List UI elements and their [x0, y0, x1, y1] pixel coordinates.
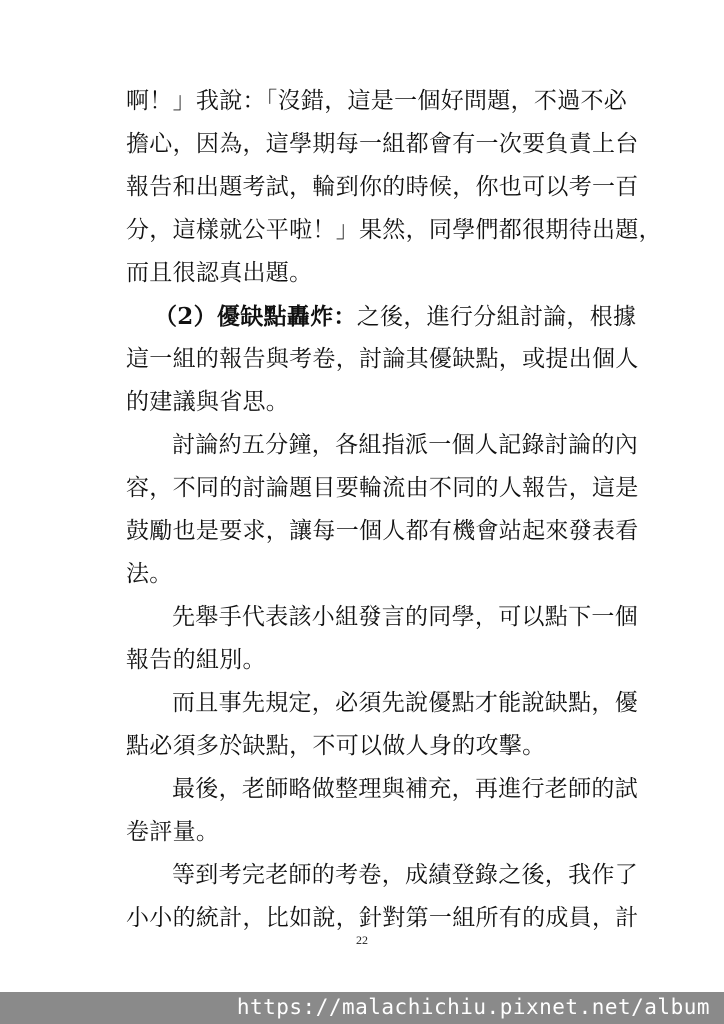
text-line: 卷評量。 — [126, 819, 220, 845]
page-body — [126, 80, 662, 940]
watermark-bar — [0, 992, 724, 1024]
text-line: 容，不同的討論題目要輪流由不同的人報告，這是 — [126, 475, 639, 501]
text-line: 報告的組別。 — [126, 647, 266, 673]
text-span: 之後，進行分組討論，根據 — [356, 304, 637, 330]
text-line: 的建議與省思。 — [126, 389, 290, 415]
section-heading-line — [126, 295, 637, 338]
text-line: 討論約五分鐘，各組指派一個人記錄討論的內 — [172, 432, 638, 458]
text-line: 小小的統計，比如說，針對第一組所有的成員，計 — [126, 905, 639, 931]
text-line: 最後，老師略做整理與補充，再進行老師的試 — [172, 776, 638, 802]
text-line: 法。 — [126, 561, 173, 587]
page-number: 22 — [356, 933, 368, 947]
text-line: 等到考完老師的考卷，成績登錄之後，我作了 — [172, 862, 638, 888]
text-line: 點必須多於缺點，不可以做人身的攻擊。 — [126, 733, 546, 759]
text-line: 擔心，因為，這學期每一組都會有一次要負責上台 — [126, 131, 639, 157]
text-line: 而且事先規定，必須先說優點才能說缺點，優 — [172, 690, 638, 716]
text-line: 分，這樣就公平啦！」果然，同學們都很期待出題， — [126, 217, 662, 243]
text-line: 這一組的報告與考卷，討論其優缺點，或提出個人 — [126, 346, 639, 372]
text-line: 啊！」我說：「沒錯，這是一個好問題，不過不必 — [126, 88, 628, 114]
text-line: 鼓勵也是要求，讓每一個人都有機會站起來發表看 — [126, 518, 639, 544]
text-line: 而且很認真出題。 — [126, 260, 313, 286]
section-heading: （2）優缺點轟炸： — [154, 303, 357, 330]
text-line: 報告和出題考試，輪到你的時候，你也可以考一百 — [126, 174, 639, 200]
text-line: 先舉手代表該小組發言的同學，可以點下一個 — [172, 604, 638, 630]
watermark-url: https://malachichiu.pixnet.net/album — [236, 995, 710, 1019]
